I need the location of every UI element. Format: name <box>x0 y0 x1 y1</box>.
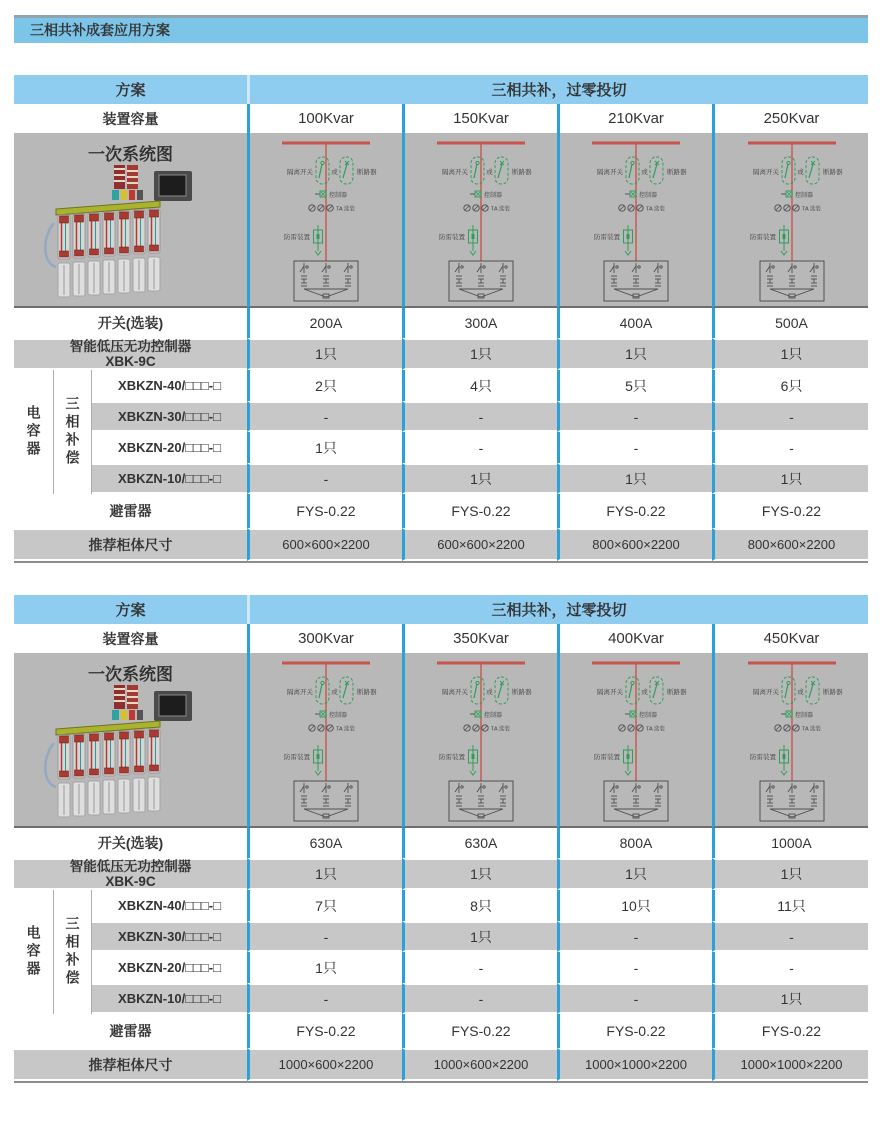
model-count: - <box>402 432 557 463</box>
surge-arrester-label: 防雷装置 <box>594 754 620 761</box>
capacitor-label-group <box>14 370 247 494</box>
arrester-value: FYS-0.22 <box>247 494 402 528</box>
circuit-diagram <box>560 133 712 305</box>
controller-diagram-label: 控制器 <box>639 193 658 199</box>
circuit-diagram <box>405 133 557 305</box>
model-count: - <box>712 432 868 463</box>
controller-value: 1只 <box>402 338 557 370</box>
model-count: - <box>712 952 868 983</box>
circuit-diagram <box>560 653 712 825</box>
surge-arrester-label: 防雷装置 <box>439 234 465 241</box>
model-count: 2只 <box>247 370 402 401</box>
or-label: 或 <box>641 689 648 696</box>
ta-label: TA 选装 <box>336 206 355 213</box>
model-count: - <box>247 463 402 494</box>
capacity-value: 400Kvar <box>557 624 712 653</box>
controller-value: 1只 <box>247 858 402 890</box>
switch-value: 300A <box>402 308 557 338</box>
model-count: - <box>247 983 402 1014</box>
model-count: - <box>712 921 868 952</box>
controller-value: 1只 <box>712 858 868 890</box>
scheme-label: 方案 <box>14 595 247 624</box>
isolator-label: 隔离开关 <box>287 689 313 696</box>
model-label: XBKZN-30/□□□-□ <box>92 921 247 952</box>
controller-label-line2: XBK-9C <box>105 874 156 889</box>
model-count: 6只 <box>712 370 868 401</box>
arrester-value: FYS-0.22 <box>557 494 712 528</box>
model-count: - <box>402 952 557 983</box>
isolator-label: 隔离开关 <box>442 689 468 696</box>
model-count: - <box>402 401 557 432</box>
or-label: 或 <box>331 169 338 176</box>
arrester-value: FYS-0.22 <box>712 494 868 528</box>
scheme-value: 三相共补，过零投切 <box>247 595 868 624</box>
isolator-label: 隔离开关 <box>752 169 779 176</box>
surge-arrester-label: 防雷装置 <box>749 754 776 761</box>
model-label: XBKZN-30/□□□-□ <box>92 401 247 432</box>
model-count: 10只 <box>557 890 712 921</box>
scheme-value: 三相共补，过零投切 <box>247 75 868 104</box>
model-count: 1只 <box>402 921 557 952</box>
or-label: 或 <box>641 169 648 176</box>
cabinet-label: 推荐柜体尺寸 <box>14 1048 247 1081</box>
three-phase-comp-label: 三相补偿 <box>54 370 92 494</box>
switch-value: 630A <box>247 828 402 858</box>
breaker-label: 断路器 <box>512 169 532 176</box>
switch-value: 400A <box>557 308 712 338</box>
surge-arrester-label: 防雷装置 <box>749 234 776 241</box>
model-count: 1只 <box>557 463 712 494</box>
scheme-table-2 <box>14 595 868 1083</box>
isolator-label: 隔离开关 <box>597 169 623 176</box>
system-diagram-cell <box>14 653 247 828</box>
capacitor-label-group <box>14 890 247 1014</box>
isolator-label: 隔离开关 <box>752 689 779 696</box>
or-label: 或 <box>331 689 338 696</box>
controller-value: 1只 <box>402 858 557 890</box>
ta-label: TA 选装 <box>336 726 355 733</box>
capacity-label: 装置容量 <box>102 110 159 127</box>
cabinet-value: 1000×1000×2200 <box>712 1048 868 1081</box>
circuit-cell <box>402 133 557 308</box>
arrester-value: FYS-0.22 <box>557 1014 712 1048</box>
capacity-label: 装置容量 <box>102 630 159 647</box>
surge-arrester-label: 防雷装置 <box>439 754 465 761</box>
capacity-value: 300Kvar <box>247 624 402 653</box>
controller-label <box>14 338 247 370</box>
controller-label <box>14 858 247 890</box>
three-phase-comp-label: 三相补偿 <box>54 890 92 1014</box>
switch-value: 200A <box>247 308 402 338</box>
ta-label: TA 选装 <box>491 726 510 733</box>
switch-value: 500A <box>712 308 868 338</box>
model-count: 7只 <box>247 890 402 921</box>
cabinet-value: 800×600×2200 <box>557 528 712 561</box>
controller-diagram-label: 控制器 <box>639 713 658 719</box>
breaker-label: 断路器 <box>357 689 377 696</box>
capacity-value: 150Kvar <box>402 104 557 133</box>
circuit-cell <box>557 133 712 308</box>
capacity-value: 350Kvar <box>402 624 557 653</box>
controller-diagram-label: 控制器 <box>794 713 813 719</box>
model-count: 1只 <box>712 983 868 1014</box>
arrester-label: 避雷器 <box>109 503 152 519</box>
circuit-cell <box>557 653 712 828</box>
model-count: 1只 <box>712 463 868 494</box>
capacity-value: 210Kvar <box>557 104 712 133</box>
circuit-cell <box>402 653 557 828</box>
switch-value: 630A <box>402 828 557 858</box>
scheme-table-1 <box>14 75 868 563</box>
cabinet-value: 800×600×2200 <box>712 528 868 561</box>
model-count: - <box>247 401 402 432</box>
isolator-label: 隔离开关 <box>287 169 313 176</box>
capacitor-bank-slot <box>38 165 224 302</box>
system-diagram-cell <box>14 133 247 308</box>
page-title: 三相共补成套应用方案 <box>14 15 868 43</box>
circuit-cell <box>712 653 868 828</box>
cabinet-value: 1000×1000×2200 <box>557 1048 712 1081</box>
controller-diagram-label: 控制器 <box>329 713 348 719</box>
arrester-value: FYS-0.22 <box>712 1014 868 1048</box>
controller-value: 1只 <box>557 338 712 370</box>
capacitor-group-label: 电容器 <box>14 890 54 1014</box>
circuit-diagram <box>405 653 557 825</box>
ta-label: TA 选装 <box>646 206 665 213</box>
breaker-label: 断路器 <box>667 169 687 176</box>
or-label: 或 <box>796 169 804 176</box>
ta-label: TA 选装 <box>801 206 821 213</box>
circuit-diagram <box>250 133 402 305</box>
breaker-label: 断路器 <box>512 689 532 696</box>
surge-arrester-label: 防雷装置 <box>284 754 310 761</box>
breaker-label: 断路器 <box>822 169 842 176</box>
arrester-value: FYS-0.22 <box>402 1014 557 1048</box>
controller-diagram-label: 控制器 <box>329 193 348 199</box>
model-count: 5只 <box>557 370 712 401</box>
breaker-label: 断路器 <box>822 689 842 696</box>
capacity-value: 450Kvar <box>712 624 868 653</box>
circuit-cell <box>712 133 868 308</box>
model-count: - <box>557 432 712 463</box>
model-count: 8只 <box>402 890 557 921</box>
model-count: 4只 <box>402 370 557 401</box>
circuit-cell <box>247 653 402 828</box>
controller-diagram-label: 控制器 <box>794 193 813 199</box>
circuit-cell <box>247 133 402 308</box>
isolator-label: 隔离开关 <box>442 169 468 176</box>
or-label: 或 <box>486 169 493 176</box>
arrester-label: 避雷器 <box>109 1023 152 1039</box>
ta-label: TA 选装 <box>491 206 510 213</box>
model-count: 11只 <box>712 890 868 921</box>
circuit-diagram <box>250 653 402 825</box>
switch-value: 1000A <box>712 828 868 858</box>
surge-arrester-label: 防雷装置 <box>284 234 310 241</box>
cabinet-value: 1000×600×2200 <box>402 1048 557 1081</box>
switch-label: 开关(选装) <box>97 835 164 851</box>
cabinet-value: 1000×600×2200 <box>247 1048 402 1081</box>
controller-value: 1只 <box>712 338 868 370</box>
model-label: XBKZN-20/□□□-□ <box>118 440 221 455</box>
breaker-label: 断路器 <box>667 689 687 696</box>
cabinet-label: 推荐柜体尺寸 <box>14 528 247 561</box>
model-count: - <box>557 401 712 432</box>
or-label: 或 <box>796 689 804 696</box>
model-count: - <box>557 921 712 952</box>
or-label: 或 <box>486 689 493 696</box>
model-label: XBKZN-40/□□□-□ <box>118 898 221 913</box>
controller-label-line2: XBK-9C <box>105 354 156 369</box>
capacitor-bank-illustration <box>38 165 224 299</box>
switch-value: 800A <box>557 828 712 858</box>
capacitor-bank-slot <box>38 685 224 822</box>
capacitor-group-label: 电容器 <box>14 370 54 494</box>
ta-label: TA 选装 <box>646 726 665 733</box>
controller-diagram-label: 控制器 <box>484 713 503 719</box>
controller-diagram-label: 控制器 <box>484 193 503 199</box>
model-count: - <box>557 952 712 983</box>
model-label: XBKZN-20/□□□-□ <box>118 960 221 975</box>
cabinet-value: 600×600×2200 <box>247 528 402 561</box>
system-diagram-title: 一次系统图 <box>88 145 173 164</box>
circuit-diagram <box>716 133 868 305</box>
controller-label-line1: 智能低压无功控制器 <box>69 859 192 874</box>
circuit-diagram <box>716 653 868 825</box>
capacity-value: 250Kvar <box>712 104 868 133</box>
arrester-value: FYS-0.22 <box>402 494 557 528</box>
model-count: 1只 <box>247 432 402 463</box>
capacity-value: 100Kvar <box>247 104 402 133</box>
model-count: - <box>247 921 402 952</box>
arrester-value: FYS-0.22 <box>247 1014 402 1048</box>
system-diagram-title: 一次系统图 <box>88 665 173 684</box>
ta-label: TA 选装 <box>801 726 821 733</box>
model-count: - <box>557 983 712 1014</box>
model-label: XBKZN-40/□□□-□ <box>118 378 221 393</box>
model-count: - <box>712 401 868 432</box>
cabinet-value: 600×600×2200 <box>402 528 557 561</box>
breaker-label: 断路器 <box>357 169 377 176</box>
model-count: 1只 <box>402 463 557 494</box>
controller-value: 1只 <box>247 338 402 370</box>
model-label: XBKZN-10/□□□-□ <box>92 983 247 1014</box>
capacitor-bank-illustration <box>38 685 224 819</box>
surge-arrester-label: 防雷装置 <box>594 234 620 241</box>
model-label: XBKZN-10/□□□-□ <box>92 463 247 494</box>
isolator-label: 隔离开关 <box>597 689 623 696</box>
model-count: - <box>402 983 557 1014</box>
switch-label: 开关(选装) <box>97 315 164 331</box>
controller-label-line1: 智能低压无功控制器 <box>69 339 192 354</box>
model-count: 1只 <box>247 952 402 983</box>
controller-value: 1只 <box>557 858 712 890</box>
scheme-label: 方案 <box>14 75 247 104</box>
